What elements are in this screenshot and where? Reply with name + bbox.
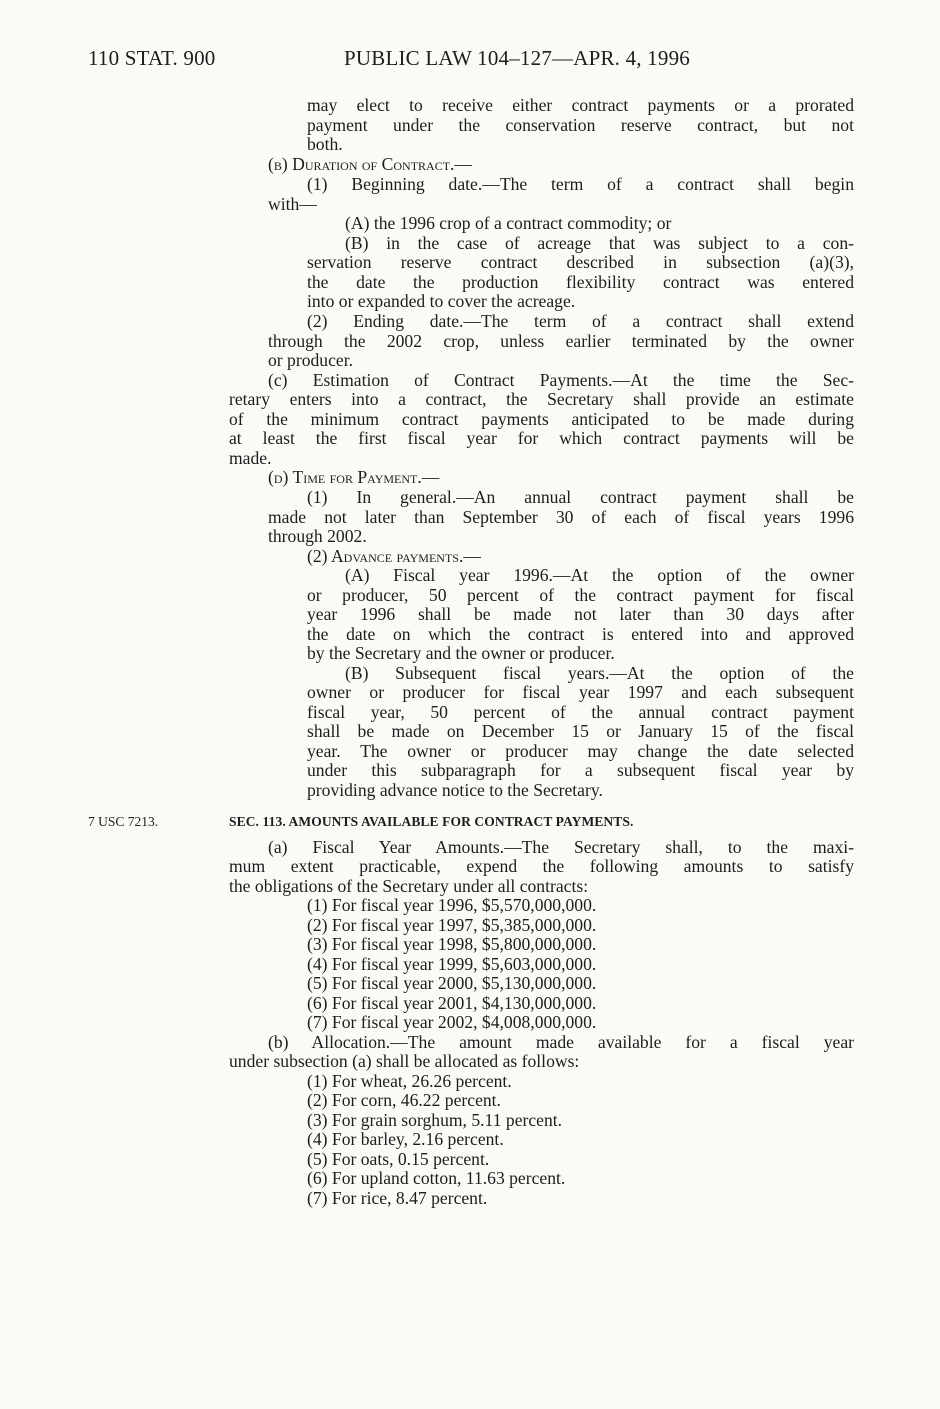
- text-line: into or expanded to cover the acreage.: [307, 291, 576, 311]
- text-line: (b) Allocation.—The amount made available for a fiscal year: [268, 1032, 854, 1052]
- list-item: (1) For fiscal year 1996, $5,570,000,000.: [307, 895, 597, 915]
- list-item: (7) For fiscal year 2002, $4,008,000,000.: [307, 1012, 597, 1032]
- list-item: (7) For rice, 8.47 percent.: [307, 1188, 488, 1208]
- text-line: both.: [307, 134, 343, 154]
- text-line: shall be made on December 15 or January 15 of the fiscal: [307, 721, 854, 741]
- list-item: (3) For fiscal year 1998, $5,800,000,000.: [307, 934, 597, 954]
- list-item: (2) For corn, 46.22 percent.: [307, 1090, 501, 1110]
- text-line: made.: [229, 448, 272, 468]
- margin-note-usc: 7 USC 7213.: [88, 814, 159, 829]
- text-line: (A) Fiscal year 1996.—At the option of the owner: [345, 565, 854, 585]
- text-line: (2) Ending date.—The term of a contract shall extend: [307, 311, 854, 331]
- text-line: through the 2002 crop, unless earlier terminated by the owner: [268, 331, 854, 351]
- text-line: under subsection (a) shall be allocated as follows:: [229, 1051, 580, 1071]
- page-header-stat: 110 STAT. 900: [88, 46, 216, 70]
- list-item: (1) For wheat, 26.26 percent.: [307, 1071, 512, 1091]
- text-line: servation reserve contract described in subsection (a)(3),: [307, 252, 854, 272]
- list-item: (6) For fiscal year 2001, $4,130,000,000.: [307, 993, 597, 1013]
- text-line: the obligations of the Secretary under all contracts:: [229, 876, 589, 896]
- text-line: providing advance notice to the Secretary.: [307, 780, 603, 800]
- paragraph-heading: (2) Advance payments.—: [307, 546, 481, 566]
- text-line: fiscal year, 50 percent of the annual contract payment: [307, 702, 854, 722]
- page-header-law: PUBLIC LAW 104–127—APR. 4, 1996: [344, 46, 690, 70]
- text-line: owner or producer for fiscal year 1997 and each subsequent: [307, 682, 854, 702]
- subsection-heading: (b) Duration of Contract.—: [268, 154, 473, 174]
- text-line: retary enters into a contract, the Secretary shall provide an estimate: [229, 389, 854, 409]
- text-line: year 1996 shall be made not later than 30 days after: [307, 604, 854, 624]
- list-item: (5) For oats, 0.15 percent.: [307, 1149, 490, 1169]
- text-line: the date on which the contract is entered into and approved: [307, 624, 854, 644]
- text-line: made not later than September 30 of each of fiscal years 1996: [268, 507, 854, 527]
- section-heading: SEC. 113. AMOUNTS AVAILABLE FOR CONTRACT PAYMENTS.: [229, 814, 634, 829]
- subsection-heading: (d) Time for Payment.—: [268, 467, 440, 487]
- text-line: or producer.: [268, 350, 354, 370]
- text-line: may elect to receive either contract payments or a prorated: [307, 95, 854, 115]
- text-line: with—: [268, 194, 317, 214]
- list-item: (3) For grain sorghum, 5.11 percent.: [307, 1110, 563, 1130]
- list-item: (2) For fiscal year 1997, $5,385,000,000.: [307, 915, 597, 935]
- text-line: (1) Beginning date.—The term of a contract shall begin: [307, 174, 854, 194]
- text-line: the date the production flexibility contract was entered: [307, 272, 854, 292]
- text-line: (c) Estimation of Contract Payments.—At the time the Sec-: [268, 370, 854, 390]
- list-item: (6) For upland cotton, 11.63 percent.: [307, 1168, 566, 1188]
- text-line: (1) In general.—An annual contract payment shall be: [307, 487, 854, 507]
- text-line: (B) in the case of acreage that was subject to a con-: [345, 233, 854, 253]
- text-line: (B) Subsequent fiscal years.—At the option of the: [345, 663, 854, 683]
- text-line: at least the first fiscal year for which contract payments will be: [229, 428, 854, 448]
- text-line: by the Secretary and the owner or producer.: [307, 643, 615, 663]
- list-item: (5) For fiscal year 2000, $5,130,000,000.: [307, 973, 597, 993]
- text-line: payment under the conservation reserve contract, but not: [307, 115, 854, 135]
- text-line: (a) Fiscal Year Amounts.—The Secretary shall, to the maxi-: [268, 837, 854, 857]
- text-line: of the minimum contract payments anticipated to be made during: [229, 409, 854, 429]
- list-item: (4) For barley, 2.16 percent.: [307, 1129, 504, 1149]
- text-line: or producer, 50 percent of the contract payment for fiscal: [307, 585, 854, 605]
- text-line: through 2002.: [268, 526, 367, 546]
- text-line: (A) the 1996 crop of a contract commodity; or: [345, 213, 672, 233]
- text-line: year. The owner or producer may change the date selected: [307, 741, 854, 761]
- text-line: under this subparagraph for a subsequent fiscal year by: [307, 760, 854, 780]
- text-line: mum extent practicable, expend the following amounts to satisfy: [229, 856, 854, 876]
- list-item: (4) For fiscal year 1999, $5,603,000,000.: [307, 954, 597, 974]
